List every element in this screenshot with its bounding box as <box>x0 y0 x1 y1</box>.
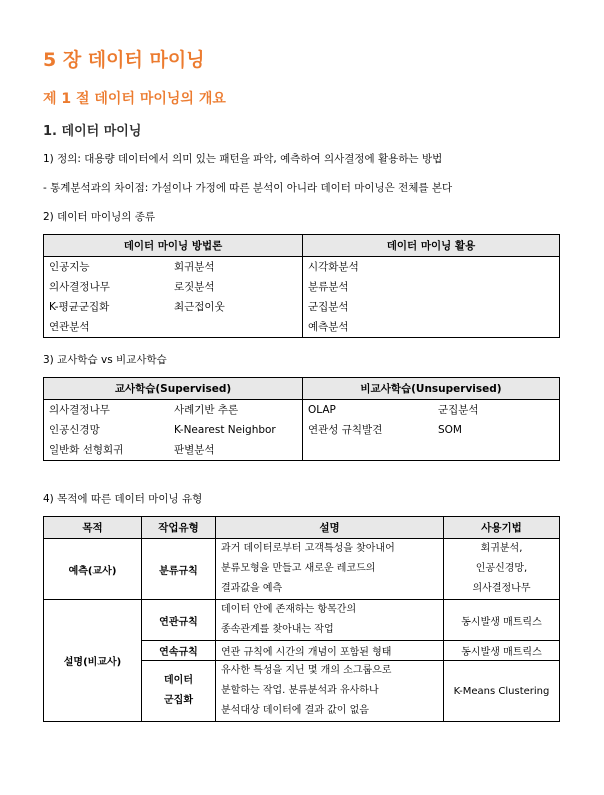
table-header: 설명 <box>216 517 444 539</box>
description-line: 분할하는 작업. 분류분석과 유사하나 <box>221 685 379 696</box>
description-line: 결과값을 예측 <box>221 583 283 594</box>
list-item: SOM <box>438 424 462 436</box>
task-type-cell <box>142 661 216 722</box>
list-item: 판별분석 <box>174 444 215 456</box>
list-item: 최근접이웃 <box>174 301 225 313</box>
list-item: 연관분석 <box>49 321 90 333</box>
table-header: 교사학습(Supervised) <box>44 378 303 400</box>
technique-line: 인공신경망, <box>475 563 528 574</box>
technique-cell: K-Means Clustering <box>444 661 560 722</box>
learning-table <box>43 377 560 461</box>
technique-line: 의사결정나무 <box>472 583 531 594</box>
purpose-cell: 설명(비교사) <box>44 600 142 722</box>
table-header: 목적 <box>44 517 142 539</box>
definition-paragraph: 1) 정의: 대용량 데이터에서 의미 있는 패턴을 파악, 예측하여 의사결정에 활용하는 방법 <box>43 153 443 165</box>
list-item: 의사결정나무 <box>49 281 110 293</box>
description-line: 유사한 특성을 지닌 몇 개의 소그룹으로 <box>221 665 392 676</box>
description-line: 데이터 안에 존재하는 항목간의 <box>221 604 357 615</box>
difference-paragraph: - 통계분석과의 차이점: 가설이나 가정에 따른 분석이 아니라 데이터 마이닝은 전체를 본다 <box>43 182 453 194</box>
table-header: 사용기법 <box>444 517 560 539</box>
technique-line: 회귀분석, <box>480 543 523 554</box>
list-item: 회귀분석 <box>174 261 215 273</box>
list-item: K-평균군집화 <box>49 301 110 313</box>
list-item: 의사결정나무 <box>49 404 110 416</box>
list-item: 인공지능 <box>49 261 90 273</box>
technique-cell: 동시발생 매트릭스 <box>444 641 560 661</box>
purpose-table <box>43 516 560 722</box>
description-cell <box>216 539 444 600</box>
types-heading: 2) 데이터 마이닝의 종류 <box>43 211 156 223</box>
description-cell: 연관 규칙에 시간의 개념이 포함된 형태 <box>216 641 444 661</box>
description-cell <box>216 661 444 722</box>
list-item: 시각화분석 <box>308 261 359 273</box>
mining-types-table <box>43 234 560 338</box>
subsection-title: 1. 데이터 마이닝 <box>43 124 142 139</box>
list-item: 분류분석 <box>308 281 349 293</box>
purpose-cell: 예측(교사) <box>44 539 142 600</box>
application-cell <box>303 257 560 338</box>
learning-heading: 3) 교사학습 vs 비교사학습 <box>43 354 167 366</box>
description-line: 분류모형을 만들고 새로운 레코드의 <box>221 563 376 574</box>
list-item: 군집분석 <box>308 301 349 313</box>
description-line: 종속관계를 찾아내는 작업 <box>221 624 334 635</box>
methodology-cell <box>44 257 303 338</box>
section-title: 제 1 절 데이터 마이닝의 개요 <box>43 91 226 107</box>
unsupervised-cell <box>303 400 560 461</box>
table-header: 데이터 마이닝 활용 <box>303 235 560 257</box>
list-item: 군집분석 <box>438 404 479 416</box>
table-header: 비교사학습(Unsupervised) <box>303 378 560 400</box>
technique-cell <box>444 539 560 600</box>
description-cell <box>216 600 444 641</box>
list-item: 일반화 선형회귀 <box>49 444 124 456</box>
table-header: 작업유형 <box>142 517 216 539</box>
list-item: OLAP <box>308 404 336 416</box>
table-row <box>44 600 560 641</box>
supervised-cell <box>44 400 303 461</box>
list-item: 예측분석 <box>308 321 349 333</box>
list-item: 인공신경망 <box>49 424 100 436</box>
description-line: 과거 데이터로부터 고객특성을 찾아내어 <box>221 543 395 554</box>
list-item: 로짓분석 <box>174 281 215 293</box>
table-header: 데이터 마이닝 방법론 <box>44 235 303 257</box>
purpose-heading: 4) 목적에 따른 데이터 마이닝 유형 <box>43 493 203 505</box>
technique-cell: 동시발생 매트릭스 <box>444 600 560 641</box>
list-item: 사례기반 추론 <box>174 404 239 416</box>
task-type-cell: 연속규칙 <box>142 641 216 661</box>
task-type-cell: 분류규칙 <box>142 539 216 600</box>
description-line: 분석대상 데이터에 결과 값이 없음 <box>221 705 369 716</box>
task-type-line: 데이터 <box>164 675 193 686</box>
table-row <box>44 539 560 600</box>
list-item: K-Nearest Neighbor <box>174 424 276 436</box>
list-item: 연관성 규칙발견 <box>308 424 383 436</box>
task-type-cell: 연관규칙 <box>142 600 216 641</box>
task-type-line: 군집화 <box>164 695 193 706</box>
chapter-title: 5 장 데이터 마이닝 <box>43 49 205 71</box>
